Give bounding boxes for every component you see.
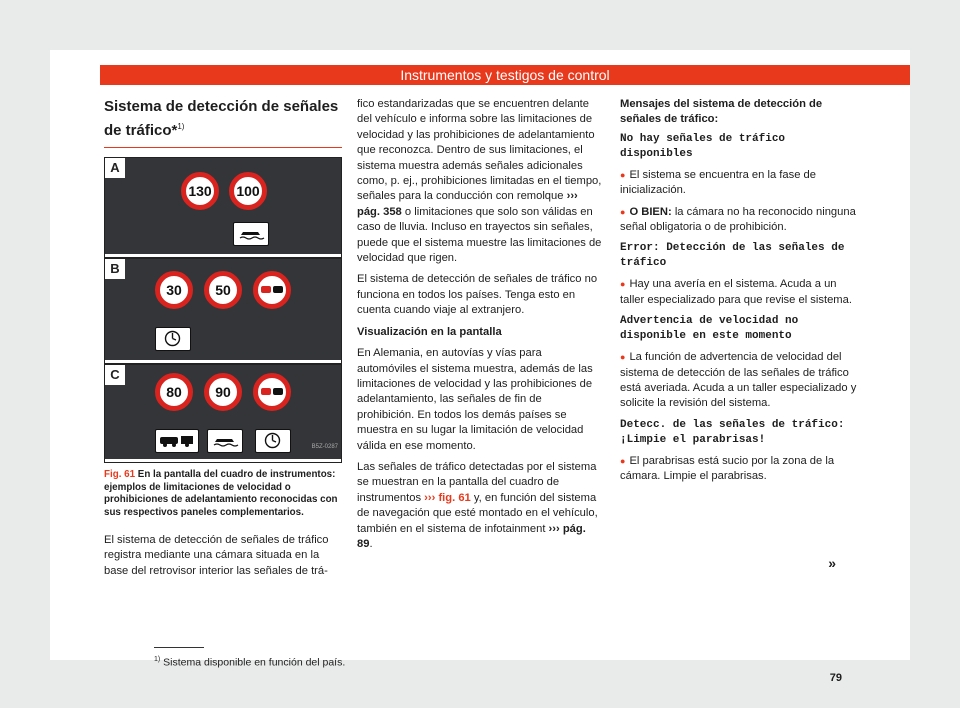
display-message: No hay señales de tráfico disponibles [620,132,786,160]
text-run: y, en función del sistema de navegación que esté montado en el vehículo, también en el sistema de infotainment [357,491,598,535]
display-message: Error: Detección de las señales de tráfico [620,242,845,270]
wet-road-plate-icon [233,222,269,246]
bullet-item: ● Hay una avería en el sistema. Acuda a un taller especializado para que revise el sistema. [620,277,860,308]
body-paragraph: En Alemania, en autovías y vías para automóviles el sistema muestra, además de las limitaciones de velocidad y las prohibiciones de adelantamiento, las señales de fin de prohibición. En todos los demás países se muestra en su lugar la limitación de velocidad válida en ese momento. [357,347,593,452]
speed-limit-sign: 80 [155,373,193,411]
footnote-mark: 1) [154,656,161,663]
figure-61 [104,157,342,463]
page-number: 79 [829,672,842,684]
subheading: Visualización en la pantalla [357,325,502,338]
text-run: o limitaciones que solo son válidas en caso de lluvia. Incluso en trayectos sin señales, puede que el sistema muestre las limitaciones de velocidad que rigen. [357,205,602,265]
column-right [620,97,860,491]
column-middle [357,97,602,558]
display-message: Detecc. de las señales de tráfico: ¡Limpie el parabrisas! [620,418,845,446]
text-run: la cámara no ha reconocido ninguna señal obligatoria o de prohibición. [620,205,856,234]
chapter-header: Instrumentos y testigos de control [100,65,910,85]
panel-letter: A [105,158,125,178]
footnote-text: Sistema disponible en función del país. [163,656,346,669]
footnote-mark: 1) [177,122,185,131]
page-reference-link[interactable]: ››› pág. 358 [357,190,578,218]
text-run: fico estandarizadas que se encuentren delante del vehículo e informa sobre las limitaciones de velocidad y las prohibiciones de adelantamiento que reconozca. Dentro de sus limitaciones, el sistema muestra además señales adicionales como, p. ej., prohibiciones limitadas en el tiempo, señales para la conducción con remolque [357,98,602,203]
section-title-text: Sistema de detección de señales de tráfico* [104,98,339,139]
wet-road-plate-icon [207,429,243,453]
continue-mark: » [828,555,836,571]
speed-limit-sign: 50 [204,271,242,309]
body-paragraph [357,460,602,552]
text-run: Las señales de tráfico detectadas por el sistema se muestran en la pantalla del cuadro de instrumentos [357,460,597,504]
bullet-item: ● El parabrisas está sucio por la zona de la cámara. Limpie el parabrisas. [620,454,860,485]
body-paragraph [357,97,602,266]
body-paragraph: El sistema de detección de señales de tráfico registra mediante una cámara situada en la base del retrovisor interior las señales de trá- [104,534,329,577]
footnote [154,656,345,669]
speed-limit-sign: 100 [229,172,267,210]
no-overtaking-sign-icon [253,373,291,411]
page-reference-link[interactable]: ››› pág. 89 [357,522,586,550]
speed-limit-sign: 130 [181,172,219,210]
section-title [104,97,342,148]
time-limit-plate-icon [155,327,191,351]
text-run: . [369,537,373,550]
figure-code: B5Z-0287 [311,443,338,450]
figure-panel-b [105,259,341,363]
speed-limit-sign: 90 [204,373,242,411]
bullet-item: ● El sistema se encuentra en la fase de inicialización. [620,168,860,199]
bullet-item [620,205,860,236]
figure-panel-a [105,158,341,257]
figure-caption [104,469,342,519]
column-left [104,97,342,585]
figure-caption-text: En la pantalla del cuadro de instrumentos: ejemplos de limitaciones de velocidad o prohibiciones de adelantamiento reconocidas con sus respectivos paneles complementarios. [104,469,338,518]
time-limit-plate-icon [255,429,291,453]
bullet-label: O BIEN: [629,205,672,218]
figure-reference-link[interactable]: ››› fig. 61 [424,491,471,504]
speed-limit-sign: 30 [155,271,193,309]
panel-letter: B [105,259,125,279]
panel-letter: C [105,365,125,385]
messages-title: Mensajes del sistema de detección de señales de tráfico: [620,98,823,126]
body-paragraph: El sistema de detección de señales de tráfico no funciona en todos los países. Tenga esto en cuenta cuando viaje al extranjero. [357,273,598,317]
display-message: Advertencia de velocidad no disponible en este momento [620,315,799,343]
manual-page [50,50,910,684]
footnote-divider [154,647,204,648]
trailer-plate-icon [155,429,199,453]
figure-panel-c [105,365,341,462]
no-overtaking-sign-icon [253,271,291,309]
figure-caption-ref: Fig. 61 [104,469,136,480]
bullet-item: ● La función de advertencia de velocidad del sistema de detección de las señales de tráfico está averiada. Acuda a un taller especializado y solicite la revisión del sistema. [620,350,860,412]
